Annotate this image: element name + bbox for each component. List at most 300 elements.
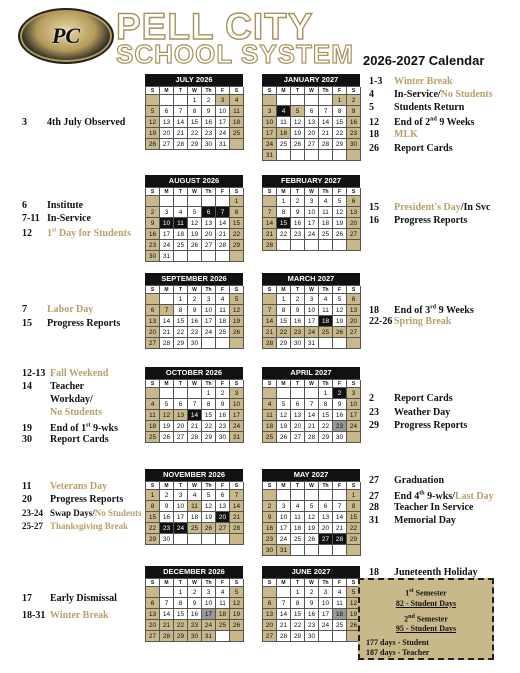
day-cell: 4 — [216, 294, 230, 305]
weekday-header: S — [230, 286, 244, 294]
day-cell: 1 — [319, 388, 333, 399]
day-cell: 26 — [291, 139, 305, 150]
day-cell: 13 — [146, 609, 160, 620]
day-cell: 25 — [174, 240, 188, 251]
event-item: Workday/ — [50, 394, 93, 405]
day-cell: 1 — [291, 587, 305, 598]
empty-cell — [333, 631, 347, 642]
empty-cell — [160, 587, 174, 598]
day-cell: 29 — [333, 139, 347, 150]
weekday-header: S — [347, 579, 361, 587]
weekday-header: F — [216, 188, 230, 196]
weekday-header: T — [174, 482, 188, 490]
weekday-header: F — [216, 380, 230, 388]
event-item: 18 MLK — [369, 129, 418, 140]
day-cell: 20 — [305, 128, 319, 139]
day-cell: 7 — [333, 501, 347, 512]
weekday-header: T — [291, 188, 305, 196]
day-cell: 24 — [202, 327, 216, 338]
day-cell: 7 — [263, 305, 277, 316]
day-cell: 15 — [333, 117, 347, 128]
day-cell: 20 — [216, 512, 230, 523]
day-cell: 26 — [160, 432, 174, 443]
day-cell: 20 — [160, 128, 174, 139]
day-cell: 25 — [277, 139, 291, 150]
day-cell: 15 — [230, 218, 244, 229]
semester1-days: 82 - Student Days — [395, 598, 457, 608]
empty-cell — [305, 388, 319, 399]
event-item: 30 Report Cards — [22, 434, 109, 445]
day-cell: 24 — [230, 421, 244, 432]
month-calendar-may — [262, 469, 360, 556]
day-cell: 2 — [291, 294, 305, 305]
day-cell: 31 — [216, 139, 230, 150]
day-cell: 10 — [319, 598, 333, 609]
day-cell: 29 — [291, 631, 305, 642]
day-cell: 17 — [216, 117, 230, 128]
day-cell: 22 — [146, 523, 160, 534]
day-cell: 1 — [277, 196, 291, 207]
day-cell: 30 — [188, 338, 202, 349]
day-cell: 16 — [291, 316, 305, 327]
empty-cell — [216, 631, 230, 642]
day-cell: 26 — [230, 327, 244, 338]
day-cell: 14 — [263, 218, 277, 229]
day-cell: 12 — [277, 410, 291, 421]
day-cell: 28 — [174, 139, 188, 150]
day-cell: 5 — [160, 399, 174, 410]
day-cell: 18 — [277, 128, 291, 139]
day-cell: 18 — [319, 218, 333, 229]
event-item: 12 End of 2nd 9 Weeks — [369, 117, 475, 129]
day-cell: 16 — [291, 218, 305, 229]
day-cell: 22 — [277, 327, 291, 338]
month-title: MAY 2027 — [262, 469, 360, 481]
event-item: 18 End of 3rd 9 Weeks — [369, 305, 474, 317]
day-cell: 29 — [202, 432, 216, 443]
day-cell: 11 — [333, 598, 347, 609]
weekday-header: M — [277, 482, 291, 490]
day-cell: 3 — [202, 294, 216, 305]
day-cell: 31 — [263, 150, 277, 161]
day-cell: 9 — [160, 501, 174, 512]
day-cell: 16 — [216, 410, 230, 421]
day-cell: 14 — [216, 218, 230, 229]
day-cell: 13 — [319, 512, 333, 523]
day-cell: 28 — [263, 240, 277, 251]
weekday-header: T — [174, 380, 188, 388]
day-cell: 21 — [216, 229, 230, 240]
weekday-header: F — [216, 87, 230, 95]
day-cell: 14 — [174, 117, 188, 128]
weekday-header: W — [305, 188, 319, 196]
weekday-header: T — [291, 380, 305, 388]
day-cell: 10 — [305, 207, 319, 218]
day-cell: 25 — [333, 620, 347, 631]
day-cell: 2 — [188, 587, 202, 598]
weekday-header: Th — [319, 579, 333, 587]
event-item: 29 Progress Reports — [369, 420, 468, 431]
weekday-header: S — [263, 482, 277, 490]
day-cell: 7 — [174, 106, 188, 117]
weekday-header: W — [188, 579, 202, 587]
event-item: 11 Veterans Day — [22, 481, 108, 492]
day-cell: 1 — [146, 490, 160, 501]
day-cell: 10 — [277, 512, 291, 523]
day-cell: 24 — [202, 620, 216, 631]
empty-cell — [230, 139, 244, 150]
weekday-header: M — [277, 286, 291, 294]
day-cell: 25 — [146, 432, 160, 443]
event-item: 27 Graduation — [369, 475, 445, 486]
day-cell: 6 — [347, 196, 361, 207]
weekday-header: S — [146, 87, 160, 95]
day-cell: 19 — [230, 316, 244, 327]
day-cell: 23 — [202, 128, 216, 139]
month-calendar-oct — [145, 367, 243, 443]
weekday-header: S — [347, 286, 361, 294]
day-cell: 25 — [216, 327, 230, 338]
day-cell: 23 — [347, 128, 361, 139]
event-item: 14 Teacher — [22, 381, 85, 392]
empty-cell — [291, 490, 305, 501]
day-cell: 30 — [202, 139, 216, 150]
day-cell: 14 — [263, 316, 277, 327]
weekday-header: M — [160, 286, 174, 294]
weekday-header: W — [305, 87, 319, 95]
day-cell: 4 — [146, 399, 160, 410]
weekday-header: S — [230, 188, 244, 196]
day-cell: 15 — [174, 316, 188, 327]
empty-cell — [188, 196, 202, 207]
event-item: 5 Students Return — [369, 102, 465, 113]
event-item: 26 Report Cards — [369, 143, 453, 154]
weekday-header: Th — [319, 380, 333, 388]
weekday-header: S — [263, 87, 277, 95]
empty-cell — [202, 338, 216, 349]
day-cell: 12 — [305, 512, 319, 523]
month-title: OCTOBER 2026 — [145, 367, 243, 379]
day-cell: 11 — [263, 410, 277, 421]
day-cell: 31 — [202, 631, 216, 642]
empty-cell — [188, 534, 202, 545]
day-cell: 26 — [202, 523, 216, 534]
day-cell: 28 — [216, 240, 230, 251]
weekday-header: Th — [319, 87, 333, 95]
month-title: MARCH 2027 — [262, 273, 360, 285]
day-cell: 18 — [291, 523, 305, 534]
weekday-header: Th — [202, 482, 216, 490]
day-cell: 20 — [263, 620, 277, 631]
empty-cell — [291, 545, 305, 556]
day-cell: 23 — [291, 229, 305, 240]
weekday-header: M — [160, 188, 174, 196]
month-calendar-aug — [145, 175, 243, 262]
day-cell: 11 — [319, 207, 333, 218]
day-cell: 29 — [277, 338, 291, 349]
weekday-header: W — [188, 482, 202, 490]
logo-text: PC — [51, 23, 81, 48]
day-cell: 1 — [174, 587, 188, 598]
month-title: JUNE 2027 — [262, 566, 360, 578]
day-cell: 31 — [305, 338, 319, 349]
day-cell: 7 — [188, 399, 202, 410]
day-cell: 18 — [174, 229, 188, 240]
weekday-header: F — [333, 579, 347, 587]
day-cell: 9 — [263, 512, 277, 523]
day-cell: 3 — [277, 501, 291, 512]
weekday-header: W — [188, 87, 202, 95]
day-cell: 23 — [291, 327, 305, 338]
day-cell: 29 — [347, 534, 361, 545]
day-cell: 14 — [333, 512, 347, 523]
empty-cell — [277, 388, 291, 399]
day-cell: 8 — [333, 106, 347, 117]
day-cell: 17 — [202, 316, 216, 327]
day-cell: 21 — [263, 229, 277, 240]
month-calendar-jun — [262, 566, 360, 642]
empty-cell — [319, 545, 333, 556]
weekday-header: S — [263, 188, 277, 196]
day-cell: 15 — [188, 117, 202, 128]
day-cell: 19 — [202, 512, 216, 523]
empty-cell — [263, 196, 277, 207]
day-cell: 30 — [216, 432, 230, 443]
day-cell: 17 — [347, 410, 361, 421]
day-cell: 27 — [216, 523, 230, 534]
empty-cell — [202, 251, 216, 262]
day-cell: 3 — [347, 388, 361, 399]
event-item: 2 Report Cards — [369, 393, 453, 404]
day-cell: 16 — [146, 229, 160, 240]
day-cell: 19 — [347, 609, 361, 620]
weekday-header: S — [230, 579, 244, 587]
day-cell: 21 — [305, 421, 319, 432]
event-item: No Students — [50, 407, 102, 418]
day-cell: 2 — [347, 95, 361, 106]
day-cell: 30 — [333, 432, 347, 443]
day-cell: 6 — [347, 294, 361, 305]
day-cell: 19 — [333, 218, 347, 229]
empty-cell — [146, 388, 160, 399]
day-cell: 27 — [319, 534, 333, 545]
day-cell: 29 — [319, 432, 333, 443]
empty-cell — [174, 534, 188, 545]
day-cell: 13 — [347, 305, 361, 316]
day-cell: 5 — [291, 106, 305, 117]
day-cell: 9 — [216, 399, 230, 410]
month-calendar-nov — [145, 469, 243, 545]
day-cell: 2 — [305, 587, 319, 598]
day-cell: 25 — [216, 620, 230, 631]
day-cell: 2 — [333, 388, 347, 399]
day-cell: 28 — [277, 631, 291, 642]
day-cell: 13 — [347, 207, 361, 218]
weekday-header: T — [291, 87, 305, 95]
day-cell: 21 — [160, 620, 174, 631]
empty-cell — [188, 251, 202, 262]
empty-cell — [146, 95, 160, 106]
empty-cell — [347, 240, 361, 251]
day-cell: 25 — [291, 534, 305, 545]
empty-cell — [277, 95, 291, 106]
day-cell: 3 — [305, 294, 319, 305]
day-cell: 6 — [319, 501, 333, 512]
day-cell: 11 — [216, 305, 230, 316]
day-cell: 3 — [174, 490, 188, 501]
empty-cell — [263, 388, 277, 399]
day-cell: 19 — [333, 316, 347, 327]
empty-cell — [188, 388, 202, 399]
empty-cell — [230, 631, 244, 642]
day-cell: 9 — [146, 218, 160, 229]
event-item: 15 Progress Reports — [22, 318, 121, 329]
day-cell: 15 — [277, 316, 291, 327]
day-cell: 11 — [146, 410, 160, 421]
weekday-header: W — [188, 188, 202, 196]
empty-cell — [305, 150, 319, 161]
month-calendar-apr — [262, 367, 360, 443]
day-cell: 2 — [202, 95, 216, 106]
day-cell: 3 — [319, 587, 333, 598]
weekday-header: T — [291, 286, 305, 294]
semester2-days: 95 - Student Days — [395, 624, 457, 634]
day-cell: 30 — [188, 631, 202, 642]
month-title: AUGUST 2026 — [145, 175, 243, 187]
day-cell: 2 — [216, 388, 230, 399]
day-cell: 11 — [277, 117, 291, 128]
weekday-header: Th — [202, 579, 216, 587]
empty-cell — [263, 95, 277, 106]
day-cell: 9 — [333, 399, 347, 410]
day-cell: 21 — [319, 128, 333, 139]
day-cell: 29 — [230, 240, 244, 251]
day-cell: 28 — [319, 139, 333, 150]
day-cell: 10 — [202, 305, 216, 316]
day-cell: 2 — [188, 294, 202, 305]
empty-cell — [216, 338, 230, 349]
day-cell: 23 — [263, 534, 277, 545]
empty-cell — [146, 196, 160, 207]
empty-cell — [277, 587, 291, 598]
weekday-header: S — [263, 579, 277, 587]
day-cell: 17 — [202, 609, 216, 620]
event-item: 23-24 Swap Days/No Students — [22, 508, 142, 518]
day-cell: 6 — [216, 490, 230, 501]
weekday-header: S — [263, 286, 277, 294]
day-cell: 7 — [160, 598, 174, 609]
empty-cell — [333, 490, 347, 501]
day-cell: 13 — [291, 410, 305, 421]
day-cell: 21 — [333, 523, 347, 534]
empty-cell — [230, 251, 244, 262]
day-cell: 13 — [174, 410, 188, 421]
weekday-header: F — [333, 87, 347, 95]
day-cell: 1 — [347, 490, 361, 501]
weekday-header: T — [174, 286, 188, 294]
day-cell: 12 — [347, 598, 361, 609]
day-cell: 26 — [333, 327, 347, 338]
day-cell: 31 — [230, 432, 244, 443]
day-cell: 11 — [230, 106, 244, 117]
weekday-header: T — [174, 188, 188, 196]
day-cell: 25 — [319, 327, 333, 338]
day-cell: 26 — [188, 240, 202, 251]
day-cell: 27 — [160, 139, 174, 150]
day-cell: 2 — [263, 501, 277, 512]
day-cell: 4 — [319, 294, 333, 305]
weekday-header: M — [277, 188, 291, 196]
day-cell: 7 — [263, 207, 277, 218]
empty-cell — [146, 294, 160, 305]
empty-cell — [230, 534, 244, 545]
day-cell: 5 — [188, 207, 202, 218]
day-cell: 21 — [160, 327, 174, 338]
day-cell: 16 — [160, 512, 174, 523]
weekday-header: S — [146, 188, 160, 196]
district-name: PELL CITY — [116, 6, 314, 47]
day-cell: 24 — [277, 534, 291, 545]
semester2-title: 2nd Semester — [404, 613, 448, 624]
month-title: NOVEMBER 2026 — [145, 469, 243, 481]
day-cell: 20 — [146, 620, 160, 631]
day-cell: 29 — [188, 139, 202, 150]
weekday-header: F — [333, 482, 347, 490]
day-cell: 2 — [291, 196, 305, 207]
total-teacher-days: 187 days - Teacher — [366, 648, 430, 658]
event-item: 4 In-Service/No Students — [369, 89, 493, 100]
event-item: 12 1st Day for Students — [22, 228, 131, 240]
day-cell: 1 — [174, 294, 188, 305]
day-cell: 24 — [347, 421, 361, 432]
weekday-header: T — [174, 579, 188, 587]
day-cell: 27 — [305, 139, 319, 150]
day-cell: 7 — [230, 490, 244, 501]
day-cell: 22 — [319, 421, 333, 432]
day-cell: 24 — [263, 139, 277, 150]
day-cell: 20 — [202, 229, 216, 240]
day-cell: 13 — [202, 218, 216, 229]
day-cell: 6 — [146, 598, 160, 609]
weekday-header: S — [347, 482, 361, 490]
day-cell: 4 — [333, 587, 347, 598]
day-cell: 16 — [188, 609, 202, 620]
day-cell: 8 — [277, 305, 291, 316]
weekday-header: Th — [202, 286, 216, 294]
day-cell: 21 — [188, 421, 202, 432]
day-cell: 12 — [202, 501, 216, 512]
day-cell: 22 — [291, 620, 305, 631]
day-cell: 2 — [160, 490, 174, 501]
event-item: 31 Memorial Day — [369, 515, 456, 526]
day-cell: 18 — [333, 609, 347, 620]
empty-cell — [174, 95, 188, 106]
weekday-header: W — [188, 286, 202, 294]
day-cell: 20 — [291, 421, 305, 432]
day-cell: 8 — [347, 501, 361, 512]
day-cell: 18 — [263, 421, 277, 432]
day-cell: 8 — [202, 399, 216, 410]
day-cell: 17 — [230, 410, 244, 421]
event-item: 28 Teacher In Service — [369, 502, 474, 513]
empty-cell — [277, 150, 291, 161]
day-cell: 6 — [305, 106, 319, 117]
day-cell: 28 — [160, 338, 174, 349]
day-cell: 28 — [305, 432, 319, 443]
month-calendar-jan — [262, 74, 360, 161]
event-item: 3 4th July Observed — [22, 117, 126, 128]
empty-cell — [291, 388, 305, 399]
